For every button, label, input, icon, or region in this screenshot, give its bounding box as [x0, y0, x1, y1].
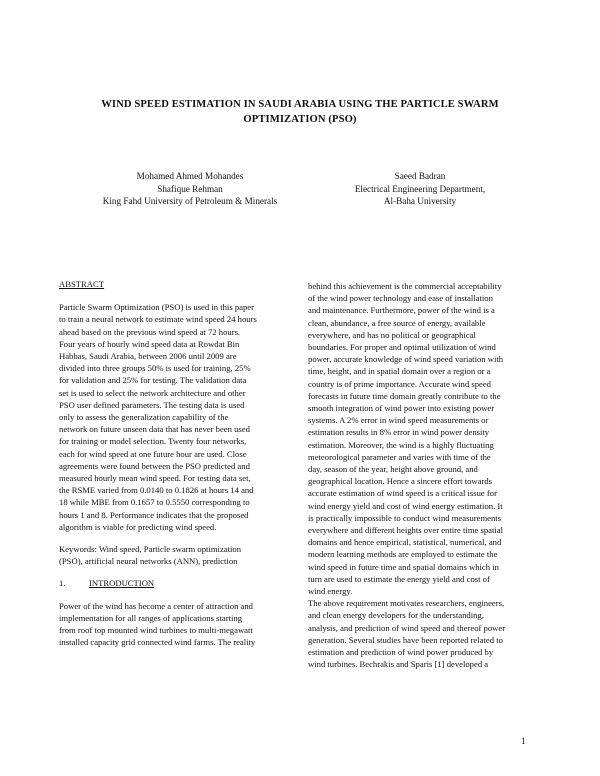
- text-line: everywhere, and has no political or geographical: [308, 329, 476, 340]
- text-line: forecasts in future time domain greatly contribute to the: [308, 390, 501, 401]
- text-line: analysis, and prediction of wind speed and thereof power: [308, 622, 506, 633]
- text-line: 18 while MBE from 0.1657 to 0.5550 corresponding to: [59, 497, 250, 508]
- text-line: boundaries. For proper and optimal utilization of wind: [308, 342, 496, 353]
- author-block-left: [60, 170, 320, 208]
- author-affiliation: King Fahd University of Petroleum & Minerals: [102, 196, 278, 206]
- author-name: Saeed Badran: [394, 171, 446, 181]
- title-line: OPTIMIZATION (PSO): [243, 114, 357, 125]
- text-line: of the wind power technology and ease of installation: [308, 293, 493, 304]
- section-title: INTRODUCTION: [89, 578, 155, 589]
- text-line: everywhere and different heights over entire time spatial: [308, 525, 504, 536]
- text-line: and maintenance. Furthermore, power of the wind is a: [308, 305, 495, 316]
- author-name: Mohamed Ahmed Mohandes: [136, 171, 244, 181]
- text-line: for training or model selection. Twenty four networks,: [59, 436, 247, 447]
- text-line: wind turbines. Bechrakis and Sparis [1] developed a: [308, 659, 489, 670]
- text-line: wind speed in future time and spatial domains which in: [308, 561, 499, 572]
- text-line: Keywords: Wind speed, Particle swarm optimization: [59, 544, 242, 555]
- text-line: and clean energy developers for the understanding,: [308, 610, 484, 621]
- author-name: Shafique Rehman: [157, 183, 223, 194]
- text-line: the RSME varied from 0.0140 to 0.1826 at hours 14 and: [59, 485, 254, 496]
- page-number: 1: [521, 737, 526, 747]
- text-line: hours 1 and 8. Performance indicates that the proposed: [59, 509, 249, 520]
- text-line: measured hourly mean wind speed. For testing data set,: [59, 473, 251, 484]
- introduction-heading: [59, 577, 284, 589]
- text-line: estimation. Moreover, the wind is a highly fluctuating: [308, 439, 494, 450]
- text-line: behind this achievement is the commercial acceptability: [308, 281, 502, 291]
- text-line: power, accurate knowledge of wind speed variation with: [308, 354, 504, 365]
- text-line: network on future unseen data that has never been used: [59, 424, 250, 435]
- text-line: country is of prime importance. Accurate wind speed: [308, 378, 491, 389]
- text-line: to train a neural network to estimate wind speed 24 hours: [59, 314, 257, 325]
- text-line: (PSO), artificial neural networks (ANN), prediction: [59, 556, 238, 567]
- text-line: wind energy yield and cost of wind energy estimation. It: [308, 500, 503, 511]
- text-line: geographical location. Hence a sincere effort towards: [308, 476, 492, 487]
- text-line: Particle Swarm Optimization (PSO) is used in this paper: [59, 302, 254, 313]
- text-line: ahead based on the previous wind speed at 72 hours.: [59, 326, 241, 337]
- section-number: 1.: [59, 578, 66, 589]
- text-line: algorithm is viable for predicting wind speed.: [59, 521, 217, 532]
- text-line: clean, abundance, a free source of energy, available: [308, 317, 486, 328]
- left-column: [59, 278, 284, 648]
- text-line: generation. Several studies have been reported related to: [308, 634, 503, 645]
- body-paragraph: [308, 280, 533, 671]
- text-line: divided into three groups 50% is used for training, 25%: [59, 363, 251, 374]
- author-affiliation: Electrical Engineering Department,: [354, 183, 486, 194]
- text-line: accurate estimation of wind speed is a critical issue for: [308, 488, 497, 499]
- text-line: wind energy.: [308, 586, 353, 597]
- introduction-paragraph: [59, 600, 284, 649]
- text-line: estimation and prediction of wind power produced by: [308, 647, 494, 658]
- text-line: from roof top mounted wind turbines to multi-megawatt: [59, 625, 253, 636]
- text-line: day, season of the year, height above ground, and: [308, 464, 478, 475]
- text-line: Four years of hourly wind speed data at Rowdat Bin: [59, 338, 240, 349]
- text-line: systems. A 2% error in wind speed measurements or: [308, 415, 489, 426]
- author-affiliation: Al-Baha University: [383, 196, 457, 206]
- right-column: [308, 280, 533, 671]
- paper-title: [60, 97, 540, 127]
- text-line: estimation results in 8% error in wind power density: [308, 427, 490, 438]
- text-line: installed capacity grid connected wind farms. The reality: [59, 637, 256, 648]
- text-line: implementation for all ranges of applications starting: [59, 612, 242, 623]
- text-line: agreements were found between the PSO predicted and: [59, 460, 250, 471]
- text-line: turn are used to estimate the energy yield and cost of: [308, 573, 490, 584]
- text-line: PSO user defined parameters. The testing data is used: [59, 399, 245, 410]
- text-line: modern learning methods are employed to estimate the: [308, 549, 498, 560]
- text-line: Habbas, Saudi Arabia, between 2006 until 2009 are: [59, 351, 237, 362]
- text-line: The above requirement motivates researchers, engineers,: [308, 598, 505, 609]
- text-line: domains and hence empirical, statistical, numerical, and: [308, 537, 502, 548]
- author-block-right: [330, 170, 510, 208]
- text-line: is practically impossible to conduct wind measurements: [308, 512, 502, 523]
- text-line: smooth integration of wind power into existing power: [308, 403, 495, 414]
- text-line: for validation and 25% for testing. The validation data: [59, 375, 247, 386]
- text-line: meteorological parameter and varies with time of the: [308, 451, 491, 462]
- text-line: Power of the wind has become a center of attraction and: [59, 600, 253, 611]
- text-line: time, height, and in spatial domain over a region or a: [308, 366, 491, 377]
- text-line: set is used to select the network architecture and other: [59, 387, 246, 398]
- title-line: WIND SPEED ESTIMATION IN SAUDI ARABIA USING THE PARTICLE SWARM: [101, 99, 499, 110]
- abstract-paragraph: [59, 301, 284, 533]
- keywords-paragraph: [59, 543, 284, 567]
- abstract-heading: ABSTRACT: [59, 279, 105, 289]
- text-line: only to assess the generalization capability of the: [59, 412, 229, 423]
- text-line: each for wind speed at one future hour are used. Close: [59, 448, 247, 459]
